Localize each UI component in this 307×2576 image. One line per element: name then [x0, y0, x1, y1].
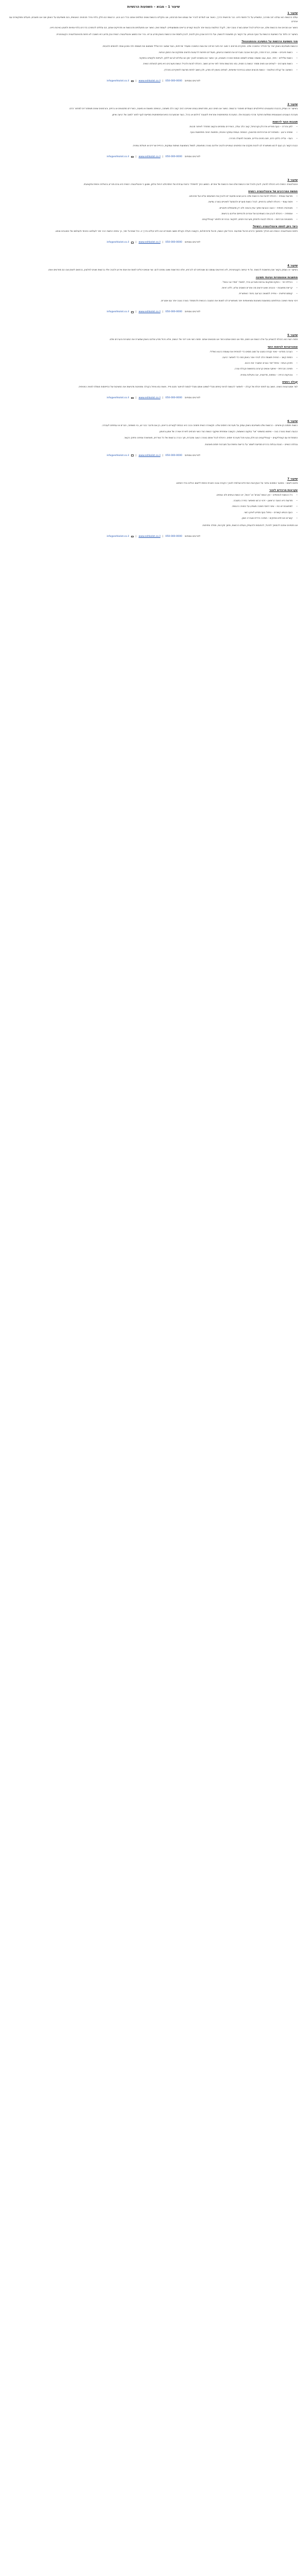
paragraph: כאשר אנו מבינים את הרגשות שלנו, אנו יכולים לנהל אותם בצורה טובה יותר, לקבל החלטות נבונות יותר ולבנות קשרים בריאים ומשמעותיים. לעומת זאת, כאשר אנו מתעלמים מהרגשות או מדחיקים אותם, הם עלולים להתפרץ בדרכים בלתי צפויות ולפגוע באיכות חיינו. [49, 27, 298, 30]
list-item: • מיומנויות חברתיות – היכולת לבנות ולתחזק מערכות יחסים, לתקשר בבהירות ולפתור קונפליקטים. [9, 218, 293, 222]
list-item: • רגשות מעורבים – לעיתים אנו חווים מספר רגשות בו זמנית, כמו התרגשות ופחד לפני אירוע חשוב. היכולת לזהות ולהכיל רגשות מעורבים היא סימן לבשלות רגשית. [9, 62, 293, 66]
mail-icon [131, 242, 134, 244]
paragraph: לצד אסטרטגיות השינוי, חשוב גם לפתח יכולת של קבלה – לאפשר לרגשות להיות קיימים מבלי לשפוט אותם ומבלי לנסות להיפטר מהם מייד. גישות כמו טיפול בקבלה ומחויבות מדגישות את החשיבות של התייחסות חומלת לחוויה הפנימית. [78, 385, 298, 388]
footer-separator: | [162, 241, 164, 244]
footer-email-link[interactable]: info@eshkolot.co.il [106, 156, 130, 159]
paragraph: בשיעור זה נלמד על השפעות הרגשות על הגוף והנפש, על הקשר בין מחשבות לרגשות, ועל הדרכים שבהן ניתן לזהות, להבין ולווסת את הרגשות באופן מודע ובריא. נכיר את המושג אינטליגנציה רגשית ונבין מדוע היא חשובה לא פחות מהאינטליגנציה הקוגניטיבית. [56, 33, 298, 36]
list-item: • מודעות היא הצעד הראשון – זיהוי הרגש מאפשר בחירה בתגובה. [9, 499, 293, 503]
footer-phone[interactable]: 050-000-0000 [165, 79, 183, 82]
paragraph: ויסות רגשי הוא היכולת להשפיע על אילו רגשות אנו חווים, מתי אנו חווים אותם וכיצד אנו מבטאים אותם. ויסות רגשי אינו דיכוי של רגשות, אלא ניהול מודע שלהם באופן שמשרת את המטרות והערכים שלנו. [109, 338, 298, 342]
paragraph: בשיעור זה נעסוק בקשר שבין מחשבות לרגשות. על פי הגישה הקוגניטיבית, לא האירועים עצמם הם שגורמים לנו להרגיש, אלא הפרשנות שאנו נותנים להם. שני אנשים יכולים לחוות את אותו אירוע ולהגיב אליו ברגשות שונים לחלוטין, בהתאם לאופן שבו הם מפרשים אותו. [47, 269, 298, 272]
list-item: • מוטיבציה פנימית – הנעה הנובעת מתוך עניין והנאה ולא רק מתגמולים חיצוניים. [9, 207, 293, 211]
bullet-list [9, 494, 298, 521]
list-item: • השפעה על קבלת החלטות – רגשות מכוונים אותנו בבחירות יומיומיות, לעיתים באופן לא מודע, ולכן חשוב לפתח מודעות לתפקידם בתהליך. [9, 69, 293, 73]
bullet-list [9, 51, 298, 73]
page-footer [9, 311, 298, 313]
section-heading: שיעור 4 [287, 264, 298, 268]
bullet-list [9, 125, 298, 141]
paragraph: אינטליגנציה רגשית היא היכולת לזהות, להבין ולנהל את הרגשות שלנו ואת הרגשות של אחרים. המושג הפך לפופולרי בזכות עבודתו של הפסיכולוג דניאל גולמן, שטען כי אינטליגנציה רגשית היא גורם מכריע בהצלחה אישית ומקצועית. [83, 183, 298, 187]
closing-paragraph: זיהוי עיוותי חשיבה והחלפתם במחשבות מאוזנות ומציאותיות יותר מאפשרים לנו לשנות את התגובה הרגשית ולהתמודד בצורה טובה יותר עם אתגרים. [160, 300, 298, 303]
mail-icon [131, 156, 134, 158]
footer-website-link[interactable]: www.eshkolot.co.il [138, 454, 160, 457]
footer-separator: | [136, 241, 137, 244]
page-footer [9, 535, 298, 538]
subsection-heading: תגובות הגוף לרגשות [272, 121, 298, 124]
list-item: • כל הרגשות לגיטימיים – אין רגשות 'טובים' או 'רעים', יש רגשות נעימים ולא נעימים. [9, 494, 293, 498]
page-footer [9, 241, 298, 244]
bullet-list [9, 350, 298, 378]
subsection-heading: חמשת המרכיבים של אינטליגנציה רגשית [248, 190, 298, 194]
subsection-heading: אסטרטגיות לוויסות רגשי [267, 345, 298, 349]
list-item: • תמיכה חברתית – שיתוף אנשים קרובים בתחושות וקבלת עזרה. [9, 367, 293, 371]
mail-icon [131, 536, 134, 538]
footer-label: לפרטים נוספים: [184, 156, 201, 159]
footer-separator: | [162, 454, 164, 457]
list-item: • כעס – עלייה בלחץ הדם, חום בפנים ובידיים, ומוכנות לפעולה מהירה. [9, 137, 293, 141]
footer-separator: | [136, 156, 137, 159]
paragraph: סיכום ויישום – בשיעור המסכם נחזור על העקרונות המרכזיים שנלמדו לאורך הקורס ונבנה תוכנית אישית ליישום הכלים בחיי היומיום. [175, 482, 298, 485]
mail-icon [131, 454, 134, 456]
paragraph: רגשות ויחסים בין-אישיים – הרגשות שלנו משפיעים באופן עמוק על מערכות היחסים שלנו. תקשורת רגשית פתוחה וכנה היא הבסיס לקשרים בריאים, בין אם מדובר בבני זוג, בני משפחה, חברים או עמיתים לעבודה. [102, 424, 298, 427]
closing-paragraph: אנו מזמינים אתכם להמשיך לתרגל, להתנסות ולהעמיק בעולם הרגשות, מתוך סקרנות, חמלה ופתיחות. [202, 524, 298, 527]
footer-website-link[interactable]: www.eshkolot.co.il [138, 535, 160, 538]
section-heading: שיעור 6 [287, 419, 298, 423]
lesson-section [9, 334, 298, 399]
list-item: • הכללת יתר – הסקת מסקנות גורפות מאירוע בודד, למשל: 'תמיד אני נכשל'. [9, 281, 293, 285]
paragraph: התמודדות עם קונפליקטים – קונפליקטים הם חלק טבעי מכל מערכת יחסים. היכולת לנהל אותם בצורה רגועה ומכבדת, תוך הכרה ברגשות של כל הצדדים, מאפשרת צמיחה וחיזוק הקשר. [123, 437, 298, 440]
list-item: • לחץ וחרדה – הגוף מפריש אדרנלין וקורטיזול, קצב הלב עולה, השרירים נמתחים והקשב מתחדד לאיתור סכנות. [9, 125, 293, 129]
subsection-heading: עקרונות מרכזיים לזכור [269, 488, 298, 492]
section-heading: שיעור 7 [287, 477, 298, 481]
footer-separator: | [162, 311, 164, 314]
list-item: • רגשות חיוביים – שמחה, הכרת תודה, סקרנות ואהבה מגבירים את תחושת הביטחון, מעודדים פתיחות לרעיונות חדשים ומחזקים את החוסן הנפשי. [9, 51, 293, 55]
subsection-heading: כיצד ניתן לפתח אינטליגנציה רגשית? [252, 225, 298, 229]
subsection-heading: קבלה רגשית [282, 380, 298, 384]
page-footer [9, 156, 298, 158]
lesson-section [9, 420, 298, 457]
document-title: שיעור 1 – מבוא – השפעות הרגשיות [127, 5, 180, 9]
sections-container [9, 12, 298, 538]
footer-email-link[interactable]: info@eshkolot.co.il [106, 396, 130, 399]
lesson-section [9, 12, 298, 82]
section-heading: שיעור 2 [287, 103, 298, 106]
section-heading: שיעור 1 [287, 12, 298, 15]
page-footer [9, 454, 298, 457]
lesson-section [9, 264, 298, 313]
closing-paragraph: הבנת הקשר בין הגוף לרגש מאפשרת לנו לזהות מוקדם את הסימנים הגופניים ולהגיב אליהם בצורה מותאמת, למשל באמצעות נשימות עמוקות, הרפיית שרירים או פעילות גופנית. [132, 144, 298, 147]
list-item: • הגוף והנפש קשורים – טיפול בגוף מסייע לאיזון רגשי. [9, 511, 293, 515]
footer-email-link[interactable]: info@eshkolot.co.il [106, 535, 130, 538]
page-footer [9, 80, 298, 82]
paragraph: הרגשות משפיעים באופן ישיר על תהליכי החשיבה שלנו. מחקרים מראים כי מצב רוח חיובי מרחיב את טווח החשיבה ומעודד יצירתיות, בעוד שמצב רוח שלילי מצמצם את תשומת הלב ומכוון אותה לאיומים ולבעיות. [102, 45, 298, 48]
document-page [0, 0, 307, 538]
mail-icon [131, 397, 134, 399]
list-item: • פתרון בעיות – טיפול ישיר בגורם המעורר את הרגש. [9, 362, 293, 366]
list-item: • קריאת מחשבות – ההנחה שאנו יודעים מה אחרים חושבים עלינו, ללא ראיות. [9, 286, 293, 291]
footer-label: לפרטים נוספים: [184, 454, 201, 457]
footer-label: לפרטים נוספים: [184, 311, 201, 314]
list-item: • הסחת קשב – הפניית תשומת הלב לגירוי אחר באופן זמני כדי לאפשר רגיעה. [9, 356, 293, 360]
list-item: • למחשבות יש כוח – שינוי דפוסי חשיבה משפיע על החוויה הרגשית. [9, 505, 293, 509]
paragraph: עולם הרגשות הוא עולם רחב ומורכב, המשפיע על כל תחומי חיינו. כבר מראשית הדרך, כאשר אנו לומדים להכיר את עצמנו ואת סביבתנו, אנו נתקלים ברגשות שונים המלווים אותנו בכל רגע ורגע. הרגשות הם חלק בלתי נפרד מהחוויה האנושית, והם משפיעים על האופן שבו אנו חושבים, פועלים ומתקשרים עם אחרים. [9, 16, 298, 24]
lesson-section [9, 478, 298, 538]
bullet-list [9, 281, 298, 297]
lesson-section [9, 103, 298, 158]
footer-phone[interactable]: 050-000-0000 [165, 311, 183, 314]
list-item: • הערכה מחדש – שינוי נקודת המבט על מצב מסוים כדי להפחית את עוצמת הרגש השלילי. [9, 350, 293, 354]
list-item: • קטסטרופיזציה – ציפייה לתוצאה הגרועה ביותר האפשרית. [9, 292, 293, 296]
footer-separator: | [136, 396, 137, 399]
paragraph: מערכת העצבים האוטונומית ממלאת תפקיד מרכזי בתגובות אלו. המערכת הסימפתטית אחראית לתגובת 'הילחם או ברח', בעוד שהמערכת הפאראסימפתטית מסייעת לגוף לחזור למצב של רגיעה ואיזון. [111, 114, 298, 117]
subsection-heading: מהי השפעת הרגשות על החשיבה וההתנהגות? [241, 40, 298, 43]
footer-label: לפרטים נוספים: [184, 79, 201, 82]
footer-separator: | [136, 311, 137, 314]
footer-website-link[interactable]: www.eshkolot.co.il [138, 156, 160, 159]
footer-separator: | [162, 535, 164, 538]
footer-separator: | [136, 79, 137, 82]
list-item: • טכניקות הרפיה – נשימות, מדיטציה, יוגה ופעילות גופנית. [9, 374, 293, 378]
subsection-heading: מחשבות אוטומטיות ועיוותי חשיבה [255, 276, 298, 279]
footer-separator: | [136, 535, 137, 538]
paragraph: פיתוח אינטליגנציה רגשית הוא תהליך מתמשך הדורש תרגול ומודעות. ניהול יומן רגשות, תרגול מיינדפולנס, הקשבה פעילה וקבלת משוב מאחרים הם כלים יעילים בדרך זו. ככל שנתרגל יותר, כך נפתח רגישות רבה יותר לעולמנו הפנימי ולעולמם של הסובבים אותנו. [55, 230, 298, 233]
footer-email-link[interactable]: info@eshkolot.co.il [106, 454, 130, 457]
paragraph: בשיעור זה נעמיק בהבנת המנגנונים הפיזיולוגיים העומדים מאחורי הרגשות. כאשר אנו חווים רגש, מתרחשים בגופנו שינויים רבים: קצב הלב משתנה, הנשימה מואצת או מאטה, השרירים מתכווצים או נרפים, והורמונים שונים משתחררים למחזור הדם. [69, 107, 298, 110]
footer-label: לפרטים נוספים: [184, 535, 201, 538]
footer-phone[interactable]: 050-000-0000 [165, 396, 183, 399]
footer-phone[interactable]: 050-000-0000 [165, 454, 183, 457]
list-item: • רגשות שליליים – פחד, כעס, עצב ואשמה עשויים לשמש כאותות אזהרה חשובים, אך כאשר הם נמשכים לאורך זמן הם עלולים לגרום ללחץ, לעייפות ולקשיים בתפקוד. [9, 57, 293, 61]
list-item: • שמחה ורוגע – משתחררים אנדורפינים וסרוטונין, הנשימה נעשית עמוקה ואיטית, ותחושת רווחה מתפשטת בגוף. [9, 131, 293, 135]
page-footer [9, 397, 298, 399]
footer-separator: | [162, 79, 164, 82]
section-heading: שיעור 5 [287, 334, 298, 337]
bullet-list [9, 195, 298, 222]
footer-label: לפרטים נוספים: [184, 241, 201, 244]
footer-website-link[interactable]: www.eshkolot.co.il [138, 396, 160, 399]
footer-phone[interactable]: 050-000-0000 [165, 241, 183, 244]
list-item: • מודעות עצמית – היכולת לזהות את הרגשות שלנו ברגע שהם מתעוררים ולהבין את השפעתם עלינו ועל סביבתנו. [9, 195, 293, 199]
footer-phone[interactable]: 050-000-0000 [165, 535, 183, 538]
footer-label: לפרטים נוספים: [184, 396, 201, 399]
footer-website-link[interactable]: www.eshkolot.co.il [138, 311, 160, 314]
footer-separator: | [136, 454, 137, 457]
list-item: • ויסות עצמי – היכולת לשלוט בדחפים, לנהל רגשות סוערים ולהסתגל לשינויים בצורה גמישה. [9, 200, 293, 205]
mail-icon [131, 311, 134, 313]
paragraph: גבולות רגשיים – הצבת גבולות ברורים מסייעת לשמור על בריאות נפשית ועל מערכות יחסים מאוזנות. [204, 443, 298, 446]
footer-website-link[interactable]: www.eshkolot.co.il [138, 79, 160, 82]
footer-website-link[interactable]: www.eshkolot.co.il [138, 241, 160, 244]
paragraph: הבעת רגשות בצורה בונה – שימוש במשפטי 'אני' במקום האשמות, הקשבה אמפתית ושיקוף רגשות הצד השני תורמים ליצירת אווירה של אמון וביטחון. [158, 431, 298, 434]
footer-email-link[interactable]: info@eshkolot.co.il [106, 311, 130, 314]
section-heading: שיעור 3 [287, 179, 298, 182]
footer-separator: | [162, 156, 164, 159]
list-item: • קשרים חברתיים מחזקים – תמיכה הדדית מגבירה חוסן. [9, 517, 293, 521]
footer-email-link[interactable]: info@eshkolot.co.il [106, 241, 130, 244]
footer-email-link[interactable]: info@eshkolot.co.il [106, 79, 130, 82]
list-item: • אמפתיה – היכולת להבין את רגשותיהם של אחרים ולהתייחס אליהם ברגישות. [9, 212, 293, 216]
lesson-section [9, 179, 298, 244]
footer-separator: | [162, 396, 164, 399]
footer-phone[interactable]: 050-000-0000 [165, 156, 183, 159]
mail-icon [131, 80, 134, 82]
